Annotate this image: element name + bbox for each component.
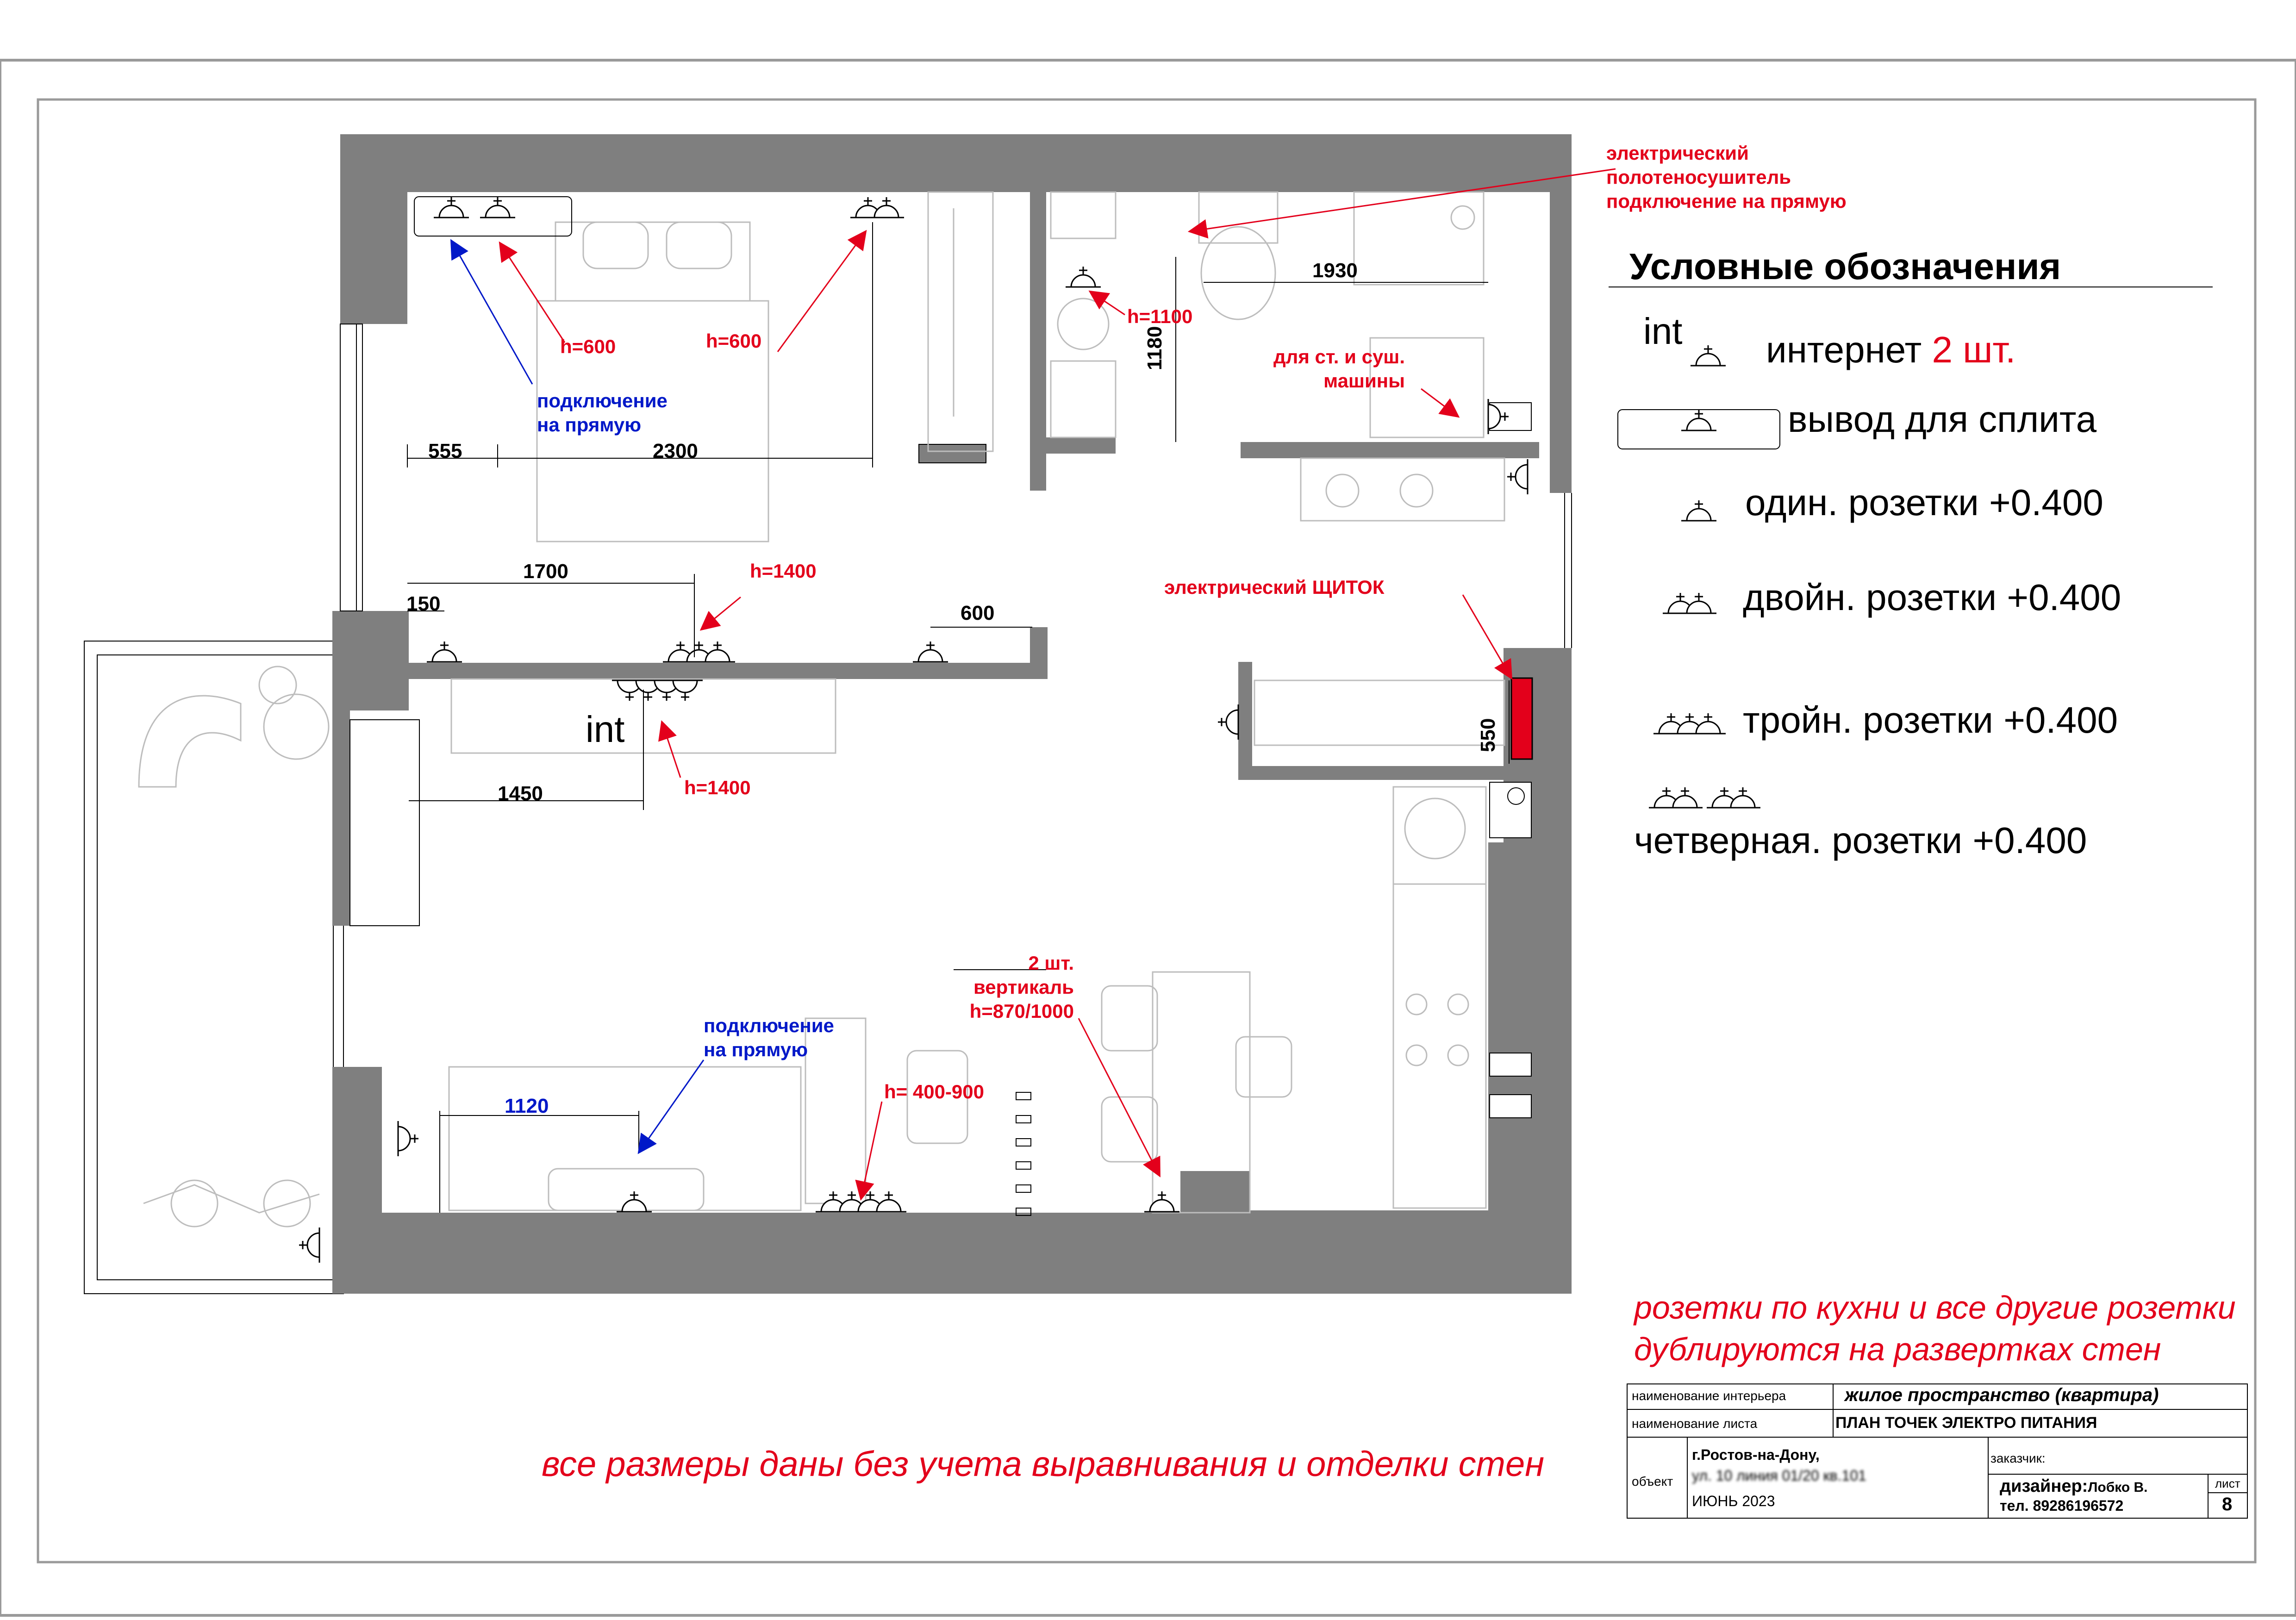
legend-item-internet: интернет 2 шт. bbox=[1766, 329, 2016, 370]
dim-1120: 1120 bbox=[505, 1095, 549, 1117]
washer-note: для ст. и суш. машины bbox=[1273, 346, 1405, 392]
windows bbox=[340, 324, 1572, 926]
legend-item-single: один. розетки +0.400 bbox=[1745, 482, 2103, 523]
socket-hall bbox=[1507, 459, 1528, 494]
label-h600-b: h=600 bbox=[706, 330, 762, 352]
dim-150: 150 bbox=[406, 592, 441, 615]
socket-kitchen bbox=[1144, 1191, 1179, 1212]
legend-int-label: int bbox=[1643, 311, 1683, 352]
tb-interior-label: наименование интерьера bbox=[1632, 1389, 1786, 1403]
socket-corridor-5 bbox=[913, 642, 948, 662]
legend-title: Условные обозначения bbox=[1629, 246, 2061, 287]
socket-living-wall bbox=[398, 1121, 418, 1156]
legend-item-quad: четверная. розетки +0.400 bbox=[1634, 820, 2087, 861]
tb-date: ИЮНЬ 2023 bbox=[1692, 1493, 1775, 1509]
plan-int-label: int bbox=[586, 709, 625, 750]
tb-city: г.Ростов-на-Дону, bbox=[1692, 1446, 1820, 1463]
tb-address: ул. 10 линия 01/20 кв.101 bbox=[1692, 1467, 1866, 1484]
single-socket-icon bbox=[1681, 500, 1716, 521]
vertical-note: 2 шт. вертикаль h=870/1000 bbox=[969, 952, 1074, 1022]
tb-sheet-label-short: лист bbox=[2215, 1477, 2240, 1490]
dim-1700: 1700 bbox=[523, 560, 568, 583]
triple-socket-icon bbox=[1653, 713, 1726, 734]
riser-markers bbox=[1016, 403, 1531, 1215]
dim-555: 555 bbox=[428, 440, 462, 462]
socket-bath-1 bbox=[1066, 267, 1101, 287]
panel-label: электрический ЩИТОК bbox=[1164, 576, 1385, 598]
label-h1400-a: h=1400 bbox=[750, 560, 817, 582]
tb-phone: тел. 89286196572 bbox=[2000, 1497, 2124, 1514]
kitchen-note: розетки по кухни и все другие розетки дублируются на развертках стен bbox=[1634, 1290, 2236, 1367]
tb-interior-value: жилое пространство (квартира) bbox=[1845, 1385, 2159, 1405]
split-outlet-icon bbox=[1618, 410, 1780, 449]
dim-1450: 1450 bbox=[498, 782, 543, 805]
dim-550: 550 bbox=[1477, 718, 1499, 752]
dim-600: 600 bbox=[961, 602, 995, 624]
sizes-note: все размеры даны без учета выравнивания и отделки стен bbox=[542, 1445, 1545, 1484]
tb-object-label: объект bbox=[1632, 1474, 1673, 1489]
socket-wardrobe bbox=[1218, 704, 1238, 740]
legend-item-triple: тройн. розетки +0.400 bbox=[1743, 699, 2118, 741]
label-h600-a: h=600 bbox=[560, 336, 616, 357]
socket-sofa bbox=[617, 1191, 652, 1212]
tb-designer: дизайнер:Лобко В. bbox=[2000, 1477, 2148, 1496]
label-h1400-b: h=1400 bbox=[684, 777, 751, 798]
label-h400-900: h= 400-900 bbox=[884, 1081, 984, 1103]
walls bbox=[332, 134, 1572, 1294]
electric-panel bbox=[1511, 678, 1532, 759]
tb-sheet-number: 8 bbox=[2222, 1494, 2233, 1514]
direct-conn-bed: подключение на прямую bbox=[537, 390, 668, 436]
socket-bedroom-2 bbox=[480, 197, 515, 218]
legend-item-double: двойн. розетки +0.400 bbox=[1743, 577, 2121, 618]
dim-1180: 1180 bbox=[1143, 326, 1166, 370]
socket-balcony bbox=[299, 1227, 319, 1263]
label-h1100: h=1100 bbox=[1127, 305, 1193, 327]
quad-socket-icon bbox=[1649, 787, 1760, 808]
legend-item-split: вывод для сплита bbox=[1788, 399, 2097, 440]
dim-2300: 2300 bbox=[653, 440, 698, 462]
dim-1930: 1930 bbox=[1312, 259, 1358, 282]
socket-corridor-1 bbox=[427, 642, 462, 662]
socket-bedroom-1 bbox=[434, 197, 469, 218]
balcony bbox=[84, 641, 343, 1294]
tb-customer-label: заказчик: bbox=[1990, 1451, 2046, 1465]
tb-sheet-label: наименование листа bbox=[1632, 1416, 1758, 1431]
tb-sheet-value: ПЛАН ТОЧЕК ЭЛЕКТРО ПИТАНИЯ bbox=[1835, 1414, 2097, 1432]
direct-conn-sofa: подключение на прямую bbox=[704, 1015, 834, 1060]
internet-socket-icon bbox=[1691, 345, 1726, 366]
towel-dryer-note: электрический полотеносушитель подключение на прямую bbox=[1606, 142, 1847, 212]
double-socket-icon bbox=[1663, 593, 1716, 613]
